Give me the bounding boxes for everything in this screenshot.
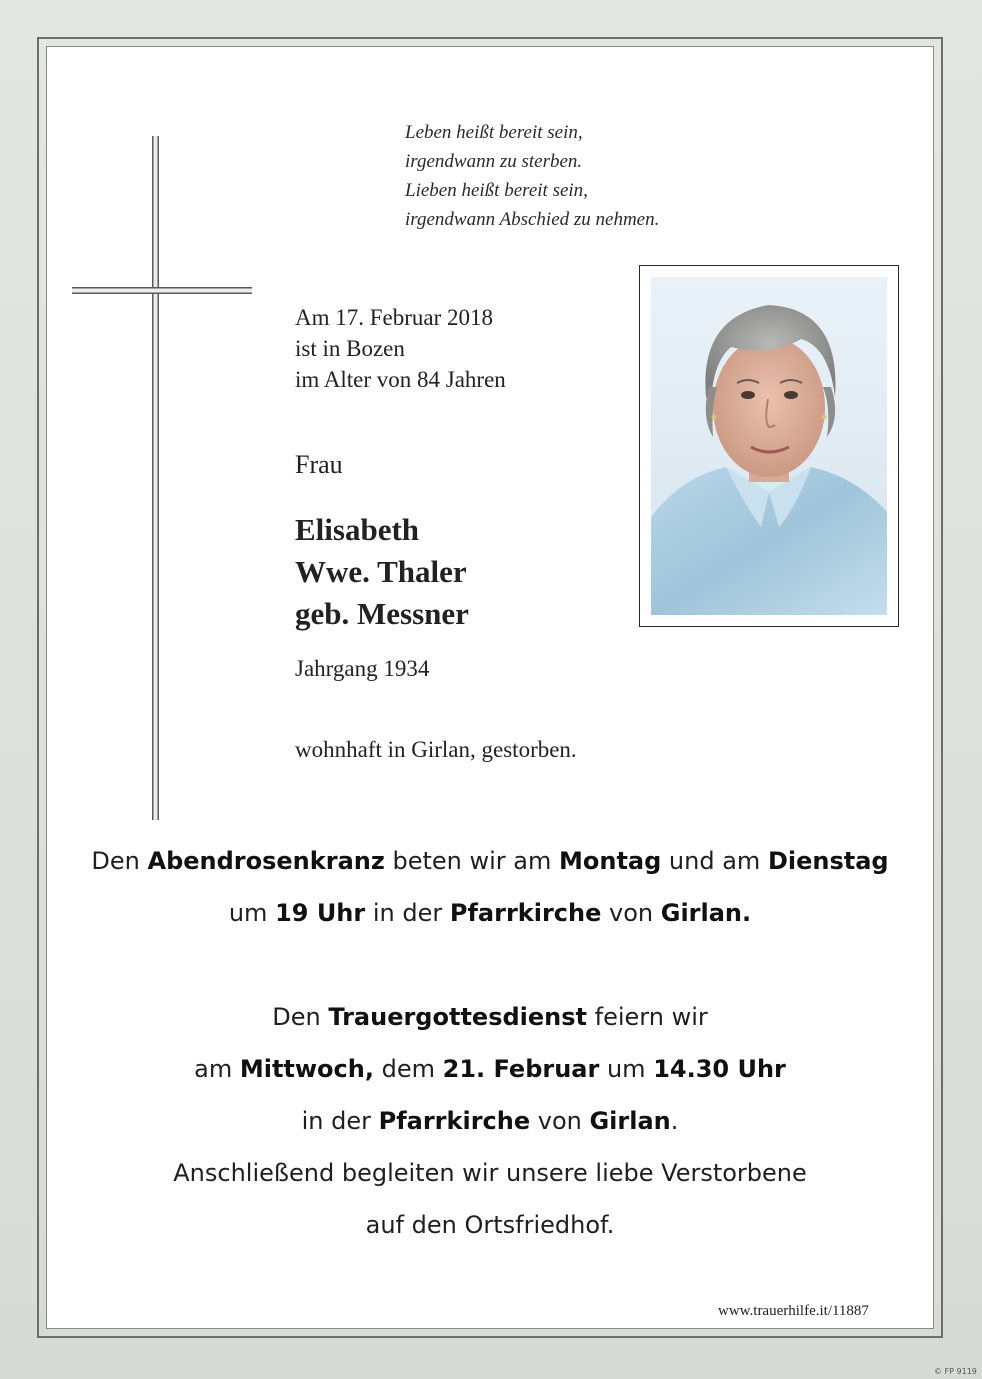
intro-age: im Alter von 84 Jahren xyxy=(295,367,506,392)
residence: wohnhaft in Girlan, gestorben. xyxy=(295,737,577,762)
intro-place: ist in Bozen xyxy=(295,336,405,361)
intro-date: Am 17. Februar 2018 xyxy=(295,305,494,330)
portrait-frame xyxy=(639,265,899,627)
rosary-line-2 xyxy=(46,899,934,927)
parte-card xyxy=(46,46,934,1329)
rosary-line-1 xyxy=(46,847,934,875)
deceased-name xyxy=(295,509,469,635)
cross-vertical-bar xyxy=(152,136,159,820)
death-notice-intro xyxy=(295,302,506,395)
funeral-line-4: Anschließend begleiten wir unsere liebe Verstorbene xyxy=(173,1159,807,1187)
funeral-highlight: Mittwoch, xyxy=(239,1055,374,1083)
rosary-text: um xyxy=(228,899,276,927)
rosary-text: Den xyxy=(91,847,148,875)
rosary-highlight: Montag xyxy=(558,847,662,875)
funeral-highlight: Pfarrkirche xyxy=(378,1107,531,1135)
funeral-line-3 xyxy=(46,1107,934,1135)
funeral-text: . xyxy=(670,1107,679,1135)
funeral-line-1 xyxy=(46,1003,934,1031)
rosary-text: und am xyxy=(661,847,768,875)
poem-line-2: irgendwann zu sterben. xyxy=(405,151,583,172)
funeral-text: Den xyxy=(272,1003,329,1031)
copyright-notice: © FP 9119 xyxy=(934,1367,977,1376)
funeral-text: von xyxy=(530,1107,590,1135)
rosary-highlight: 19 Uhr xyxy=(275,899,366,927)
funeral-text: am xyxy=(194,1055,240,1083)
rosary-text: in der xyxy=(365,899,450,927)
funeral-highlight: 21. Februar xyxy=(442,1055,600,1083)
memorial-poem xyxy=(405,118,659,234)
rosary-text: von xyxy=(601,899,661,927)
rosary-highlight: Pfarrkirche xyxy=(449,899,602,927)
first-name: Elisabeth xyxy=(295,512,420,547)
funeral-highlight: 14.30 Uhr xyxy=(653,1055,786,1083)
rosary-highlight: Dienstag xyxy=(767,847,889,875)
funeral-highlight: Trauergottesdienst xyxy=(328,1003,588,1031)
funeral-text: um xyxy=(599,1055,654,1083)
funeral-line-2 xyxy=(46,1055,934,1083)
funeral-text: dem xyxy=(373,1055,443,1083)
funeral-line-5: auf den Ortsfriedhof. xyxy=(365,1211,615,1239)
rosary-highlight: Abendrosenkranz xyxy=(147,847,385,875)
poem-line-1: Leben heißt bereit sein, xyxy=(405,122,583,143)
poem-line-4: irgendwann Abschied zu nehmen. xyxy=(405,209,660,230)
rosary-text: beten wir am xyxy=(384,847,559,875)
portrait-illustration xyxy=(651,277,887,615)
funeral-text: in der xyxy=(301,1107,379,1135)
married-name: Wwe. Thaler xyxy=(295,554,467,589)
footer-url: www.trauerhilfe.it/11887 xyxy=(718,1303,869,1319)
poem-line-3: Lieben heißt bereit sein, xyxy=(405,180,588,201)
salutation: Frau xyxy=(295,450,343,479)
birth-year: Jahrgang 1934 xyxy=(295,656,430,681)
funeral-highlight: Girlan xyxy=(589,1107,671,1135)
portrait-photo xyxy=(651,277,887,615)
birth-name: geb. Messner xyxy=(295,596,469,631)
cross-horizontal-bar xyxy=(72,287,252,294)
rosary-highlight: Girlan. xyxy=(660,899,752,927)
funeral-text: feiern wir xyxy=(587,1003,708,1031)
